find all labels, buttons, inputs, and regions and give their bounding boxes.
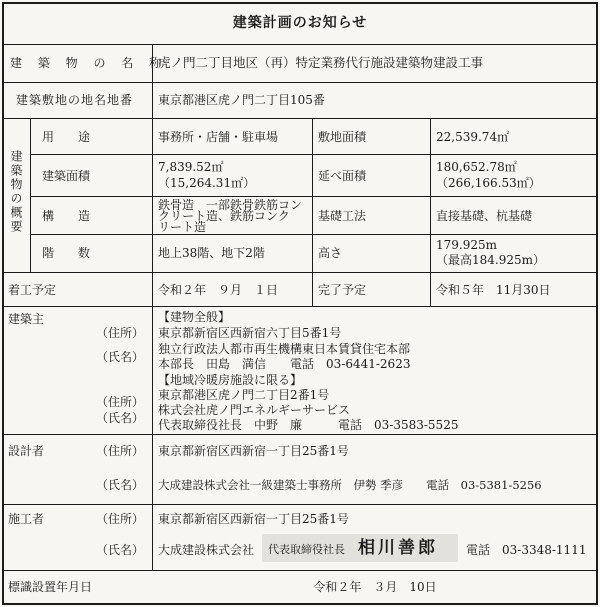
building-area-value-2: （15,264.31㎡） [158, 176, 256, 190]
contractor-phone: 電話 03-3348-1111 [466, 543, 587, 557]
designer-name-label: （氏名） [96, 478, 145, 492]
contractor-company: 大成建設株式会社 [158, 543, 255, 557]
contractor-address: 東京都新宿区西新宿一丁目25番1号 [158, 512, 349, 526]
structure-value-2: クリート造、鉄筋コンク [158, 209, 290, 223]
designer-address-label: （住所） [96, 444, 145, 458]
site-area-value: 22,539.74㎡ [436, 130, 510, 144]
structure-value-1: 鉄骨造 一部鉄骨鉄筋コン [158, 198, 303, 212]
building-area-value-1: 7,839.52㎡ [158, 160, 224, 174]
floors-value: 地上38階、地下2階 [158, 246, 265, 260]
designer-name: 大成建設株式会社一級建築士事務所 伊勢 季彦 電話 03-5381-5256 [158, 478, 542, 492]
contractor-label: 施工者 [8, 512, 45, 526]
sign-date-label: 標識設置年月日 [8, 580, 93, 594]
floors-label: 階 数 [42, 246, 97, 260]
completion-value: 令和５年 11月30日 [436, 283, 551, 297]
owner-address-label-2: （住所） [96, 395, 145, 409]
structure-label: 構 造 [42, 209, 97, 223]
building-name-label: 建 築 物 の 名 称 [10, 56, 168, 70]
site-address-value: 東京都港区虎ノ門二丁目105番 [158, 93, 325, 107]
site-area-label: 敷地面積 [318, 130, 367, 144]
start-label: 着工予定 [8, 283, 57, 297]
owner-name-label-1: （氏名） [96, 350, 145, 364]
use-value: 事務所・店舗・駐車場 [158, 130, 279, 144]
owner-label: 建築主 [8, 312, 45, 326]
height-value-1: 179.925m [436, 238, 498, 252]
completion-label: 完了予定 [318, 283, 367, 297]
building-name-value: 虎ノ門二丁目地区（再）特定業務代行施設建築物建設工事 [158, 55, 484, 70]
contractor-address-label: （住所） [96, 512, 145, 526]
site-address-label: 建築敷地の地名地番 [16, 93, 134, 107]
owner-name-label-2: （氏名） [96, 411, 145, 425]
owner-address-label-1: （住所） [96, 326, 145, 340]
owner-section-general: 【建物全般】 [158, 310, 231, 324]
sign-date-value: 令和２年 ３月 10日 [313, 580, 437, 594]
representative-name: 相川善郎 [358, 538, 438, 558]
owner-address-1: 東京都新宿区西新宿六丁目5番1号 [158, 326, 342, 340]
owner-name-1-line1: 独立行政法人都市再生機構東日本賃貸住宅本部 [158, 342, 411, 356]
total-floor-area-value-1: 180,652.78㎡ [436, 160, 517, 174]
owner-name-2-line1: 株式会社虎ノ門エネルギーサービス [158, 403, 351, 417]
designer-label: 設計者 [8, 444, 45, 458]
foundation-label: 基礎工法 [318, 209, 367, 223]
notice-title: 建築計画のお知らせ [232, 15, 368, 31]
height-label: 高さ [318, 246, 343, 260]
total-floor-area-label: 延べ面積 [318, 169, 367, 183]
designer-address: 東京都新宿区西新宿一丁目25番1号 [158, 444, 349, 458]
building-area-label: 建築面積 [42, 169, 91, 183]
total-floor-area-value-2: （266,166.53㎡） [436, 176, 541, 190]
start-value: 令和２年 ９月 １日 [158, 283, 279, 297]
owner-name-2-line2: 代表取締役社長 中野 廉 電話 03-3583-5525 [158, 418, 459, 432]
representative-title: 代表取締役社長 [268, 543, 345, 556]
owner-name-1-line2: 本部長 田島 満信 電話 03-6441-2623 [158, 357, 411, 371]
owner-address-2: 東京都港区虎ノ門二丁目2番1号 [158, 388, 330, 402]
overview-label: 建築物の概要 [9, 150, 23, 234]
owner-section-dhc: 【地域冷暖房施設に限る】 [158, 373, 303, 387]
use-label: 用 途 [42, 130, 97, 144]
structure-value-3: リート造 [158, 220, 207, 234]
contractor-name-label: （氏名） [96, 543, 145, 557]
height-value-2: （最高184.925m） [436, 253, 546, 267]
foundation-value: 直接基礎、杭基礎 [436, 209, 533, 223]
